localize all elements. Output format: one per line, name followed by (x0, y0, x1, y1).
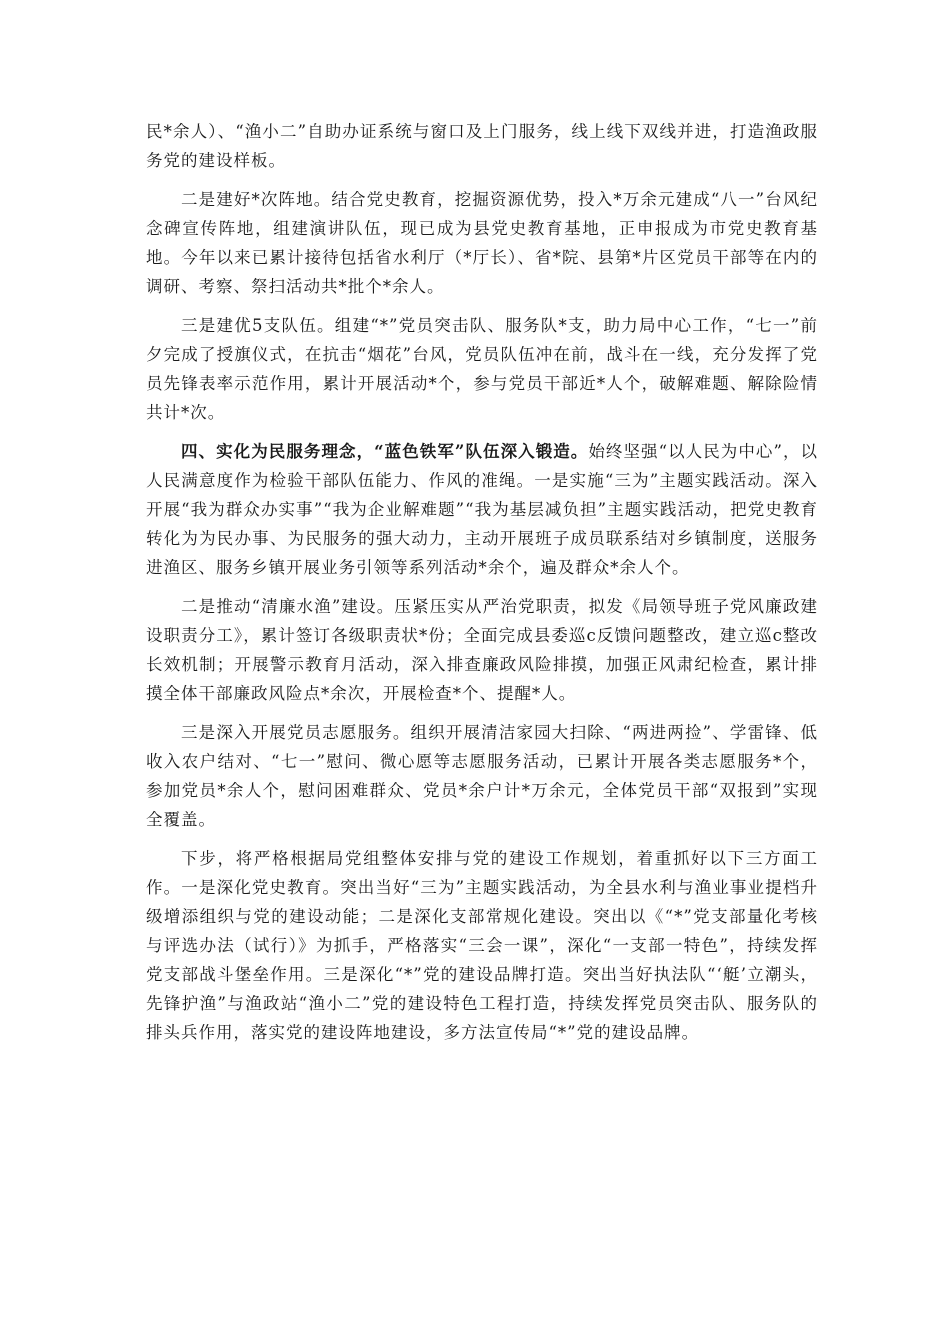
paragraph-team-building (146, 311, 818, 427)
paragraph-text: 二是推动“清廉水渔”建设。压紧压实从严治党职责，拟发《局领导班子党风廉政建设职责分工》，累计签订各级职责状*份；全面完成县委巡c反馈问题整改，建立巡c整改长效机制；开展警示教育月活动，深入排查廉政风险排摸，加强正风肃纪检查，累计排摸全体干部廉政风险点*余次，开展检查*个、提醒*人。 (146, 597, 818, 703)
paragraph-section-four (146, 437, 818, 582)
paragraph-continuation (146, 117, 818, 175)
paragraph-text: 二是建好*次阵地。结合党史教育，挖掘资源优势，投入*万余元建成“八一”台风纪念碑宣传阵地，组建演讲队伍，现已成为县党史教育基地，正申报成为市党史教育基地。今年以来已累计接待包括省水利厅（*厅长）、省*院、县第*片区党员干部等在内的调研、考察、祭扫活动共*批个*余人。 (146, 190, 818, 296)
document-page (146, 117, 818, 1057)
paragraph-text: 三是深入开展党员志愿服务。组织开展清洁家园大扫除、“两进两捡”、学雷锋、低收入农户结对、“七一”慰问、微心愿等志愿服务活动，已累计开展各类志愿服务*个，参加党员*余人个，慰问困难群众、党员*余户计*万余元，全体党员干部“双报到”实现全覆盖。 (146, 723, 818, 829)
paragraph-position-base (146, 185, 818, 301)
paragraph-next-steps (146, 844, 818, 1047)
paragraph-clean-governance (146, 592, 818, 708)
paragraph-text: 始终坚强“以人民为中心”，以人民满意度作为检验干部队伍能力、作风的准绳。一是实施“三为”主题实践活动。深入开展“我为群众办实事”“我为企业解难题”“我为基层减负担”主题实践活动，把党史教育转化为为民办事、为民服务的强大动力，主动开展班子成员联系结对乡镇制度，送服务进渔区、服务乡镇开展业务引领等系列活动*余个，遍及群众*余人个。 (146, 442, 818, 577)
paragraph-text: 三是建优5支队伍。组建“*”党员突击队、服务队*支，助力局中心工作，“七一”前夕完成了授旗仪式，在抗击“烟花”台风，党员队伍冲在前，战斗在一线，充分发挥了党员先锋表率示范作用，累计开展活动*个，参与党员干部近*人个，破解难题、解除险情共计*次。 (146, 316, 818, 422)
paragraph-volunteer-service (146, 718, 818, 834)
paragraph-text: 民*余人）、“渔小二”自助办证系统与窗口及上门服务，线上线下双线并进，打造渔政服务党的建设样板。 (146, 122, 818, 170)
paragraph-text: 下步，将严格根据局党组整体安排与党的建设工作规划，着重抓好以下三方面工作。一是深化党史教育。突出当好“三为”主题实践活动，为全县水利与渔业事业提档升级增添组织与党的建设动能；二是深化支部常规化建设。突出以《“*”党支部量化考核与评选办法（试行）》为抓手，严格落实“三会一课”，深化“一支部一特色”，持续发挥党支部战斗堡垒作用。三是深化“*”党的建设品牌打造。突出当好执法队“‘艇’立潮头，先锋护渔”与渔政站“渔小二”党的建设特色工程打造，持续发挥党员突击队、服务队的排头兵作用，落实党的建设阵地建设，多方法宣传局“*”党的建设品牌。 (146, 849, 818, 1042)
section-heading: 四、实化为民服务理念，“蓝色铁军”队伍深入锻造。 (181, 442, 589, 461)
